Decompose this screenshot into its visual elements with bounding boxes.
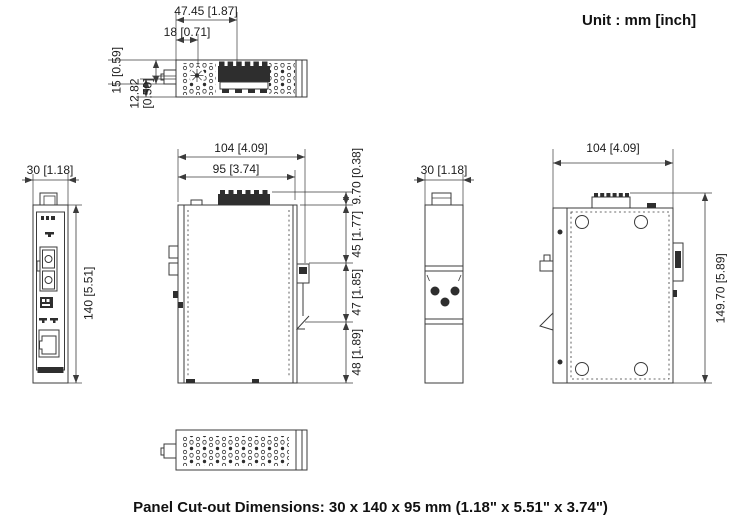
dim-front-width: 30 [1.18] (26, 163, 74, 177)
dim-side-depth: 104 [4.09] (214, 141, 268, 155)
terminal-block-top (218, 62, 270, 94)
din-mount-holes (431, 287, 460, 307)
rear-view (414, 174, 474, 383)
side-view (169, 149, 353, 383)
rear-view-dimensions (414, 174, 474, 205)
side-rear-view (540, 149, 712, 383)
fiber-connector-side (169, 246, 178, 258)
bottom-slot (38, 367, 64, 373)
din-rail-hooks (540, 255, 553, 330)
dim-side-body-depth: 95 [3.74] (212, 162, 260, 176)
screw-holes (576, 216, 648, 376)
front-view (22, 174, 82, 383)
din-rail-clip-side (297, 264, 309, 329)
dim-top-connector-offset: 18 [0.71] (163, 25, 211, 39)
vent-holes (269, 63, 295, 94)
terminal-block-rear (432, 193, 451, 205)
vent-holes (183, 436, 289, 466)
dim-side-rear-depth: 104 [4.09] (586, 141, 640, 155)
dim-side-rear-total-height: 149.70 [5.89] (713, 253, 728, 324)
bottom-view (161, 430, 307, 470)
dim-front-height: 140 [5.51] (81, 266, 96, 320)
fiber-port-starburst (191, 69, 204, 82)
dip-switch (40, 297, 53, 308)
dim-side-section-middle: 47 [1.85] (349, 268, 364, 316)
unit-note: Unit : mm [inch] (582, 12, 697, 29)
side-rear-view-dimensions (553, 149, 712, 383)
terminal-block-front (40, 193, 57, 205)
dim-top-connector-height: 12.82 [0.50] (127, 78, 154, 109)
latch-clip (673, 243, 683, 297)
sc-fiber-port (37, 247, 57, 291)
fiber-connector-bottom (164, 444, 176, 458)
side-view-dimensions (178, 149, 353, 383)
led-indicators (41, 216, 55, 220)
dim-rear-width: 30 [1.18] (420, 163, 468, 177)
terminal-block-side2 (592, 193, 630, 208)
panel-cutout-note: Panel Cut-out Dimensions: 30 x 140 x 95 mm (1.18" x 5.51" x 3.74") (133, 499, 608, 516)
terminal-block-side (218, 190, 270, 205)
dim-top-height: 15 [0.59] (109, 46, 124, 94)
dim-side-section-upper: 45 [1.77] (349, 210, 364, 258)
dim-side-section-lower: 48 [1.89] (349, 328, 364, 376)
dim-top-overall-width: 47.45 [1.87] (174, 4, 238, 18)
dim-side-terminal-height: 9.70 [0.38] (349, 147, 364, 205)
rj45-port (39, 330, 59, 357)
fiber-connector-top (164, 70, 176, 84)
